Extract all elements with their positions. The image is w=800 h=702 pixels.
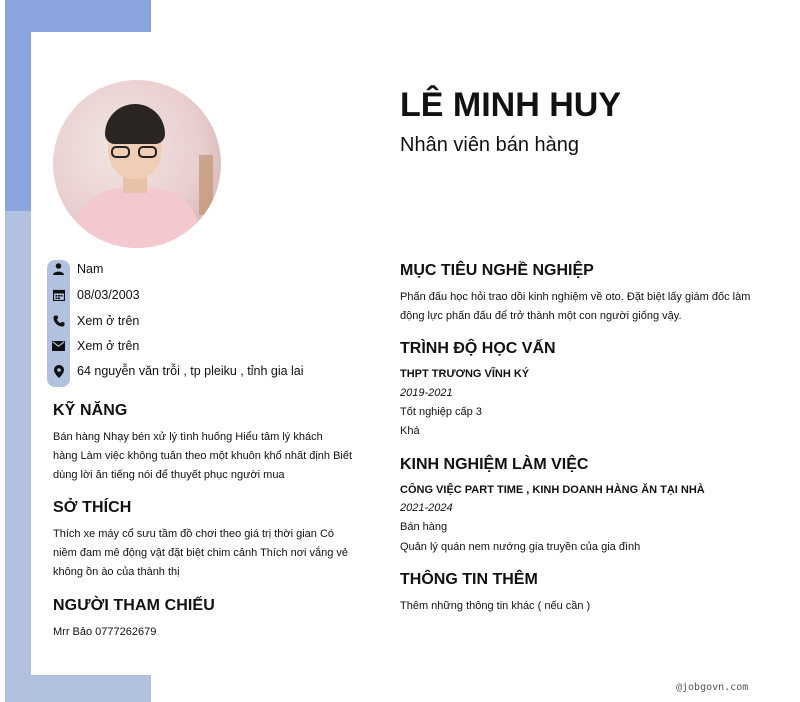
hobbies-heading: SỞ THÍCH	[53, 499, 132, 516]
references-text: Mrr Bảo 0777262679	[53, 626, 157, 638]
contact-email	[47, 335, 377, 357]
avatar-hair	[105, 104, 165, 144]
experience-description: Quản lý quán nem nướng gia truyền của gia đình	[400, 541, 641, 553]
calendar-icon	[47, 289, 70, 301]
hobbies-line: không ồn ào của thành thị	[53, 566, 180, 578]
avatar	[53, 80, 221, 248]
references-heading: NGƯỜI THAM CHIẾU	[53, 597, 215, 614]
contact-phone	[47, 310, 377, 332]
hobbies-line: Thích xe máy cổ sưu tầm đồ chơi theo giá trị thời gian Có	[53, 528, 335, 540]
education-period: 2019-2021	[400, 387, 453, 399]
objective-heading: MỤC TIÊU NGHỀ NGHIỆP	[400, 262, 594, 279]
location-pin-icon	[47, 365, 70, 378]
candidate-name: LÊ MINH HUY	[400, 86, 621, 124]
contact-address	[47, 360, 377, 382]
objective-line: động lực phấn đấu để trở thành một con người giống vậy.	[400, 310, 682, 322]
education-heading: TRÌNH ĐỘ HỌC VẤN	[400, 340, 556, 357]
skills-line: hàng Làm việc không tuân theo một khuôn khổ nhất định Biết	[53, 450, 353, 462]
experience-heading: KINH NGHIỆM LÀM VIỆC	[400, 456, 589, 473]
experience-company: CÔNG VIỆC PART TIME , KINH DOANH HÀNG ĂN TẠI NHÀ	[400, 484, 705, 496]
candidate-job-title: Nhân viên bán hàng	[400, 134, 580, 156]
education-grade: Khá	[400, 425, 420, 437]
mail-icon	[47, 341, 70, 351]
watermark: @jobgovn.com	[676, 682, 749, 693]
objective-line: Phấn đấu học hỏi trao dồi kinh nghiệm về oto. Đặt biệt lấy giám đốc làm	[400, 291, 751, 303]
address-text: 64 nguyễn văn trỗi , tp pleiku , tỉnh gia lai	[77, 364, 304, 378]
skills-line: dùng lời ăn tiếng nói để thuyết phục người mua	[53, 469, 285, 481]
skills-heading: KỸ NĂNG	[53, 402, 128, 419]
contact-birthday	[47, 284, 377, 306]
phone-text: Xem ở trên	[77, 314, 140, 328]
user-icon	[47, 263, 70, 275]
hobbies-text	[53, 525, 373, 582]
avatar-background-prop	[199, 155, 213, 215]
hobbies-line: niềm đam mê động vật đặt biệt chim cảnh Thích nơi vắng vẻ	[53, 547, 349, 559]
objective-text	[400, 288, 770, 326]
experience-period: 2021-2024	[400, 502, 453, 514]
skills-text	[53, 428, 373, 485]
contact-gender	[47, 258, 377, 280]
education-detail: Tốt nghiệp cấp 3	[400, 406, 482, 418]
email-text: Xem ở trên	[77, 339, 140, 353]
birthday-text: 08/03/2003	[77, 288, 140, 302]
skills-line: Bán hàng Nhạy bén xử lý tình huống Hiểu tâm lý khách	[53, 431, 323, 443]
avatar-shirt	[73, 188, 201, 248]
experience-role: Bán hàng	[400, 521, 448, 533]
extra-info-heading: THÔNG TIN THÊM	[400, 571, 538, 588]
phone-icon	[47, 315, 70, 327]
education-school: THPT TRƯƠNG VĨNH KÝ	[400, 368, 530, 380]
extra-info-text: Thêm những thông tin khác ( nếu cần )	[400, 600, 591, 612]
gender-text: Nam	[77, 262, 104, 276]
avatar-glasses	[111, 146, 159, 158]
